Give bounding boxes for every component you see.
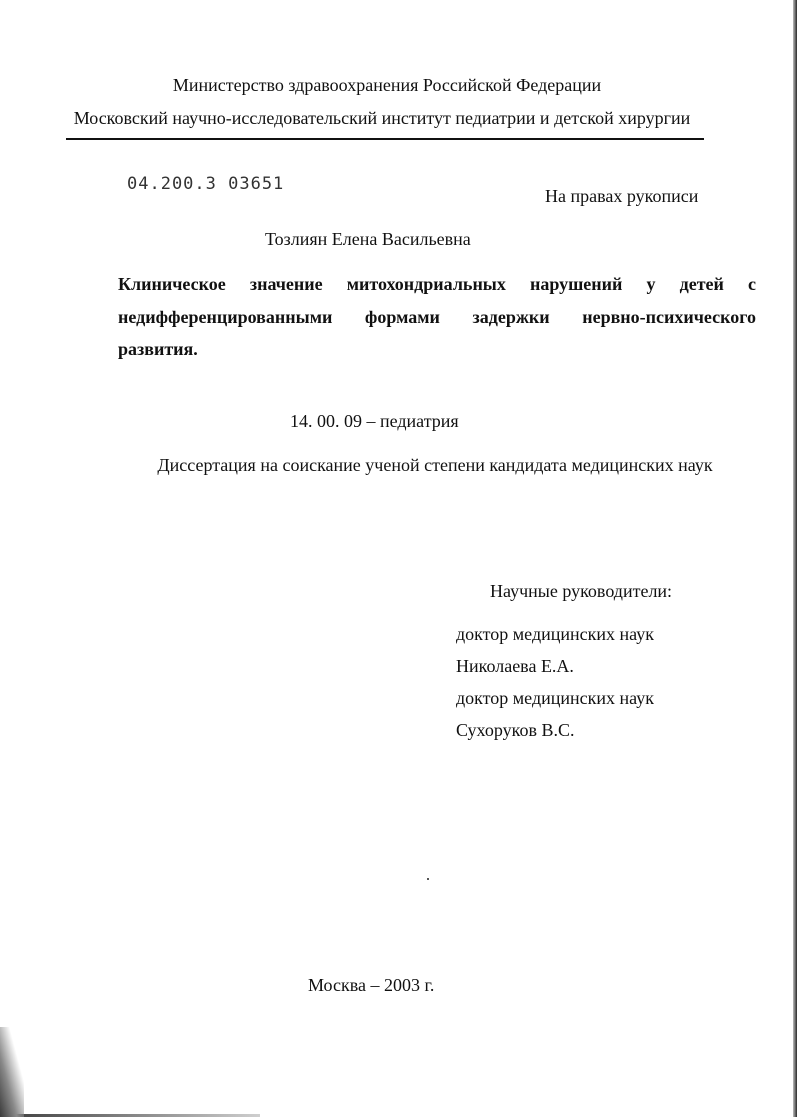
title-word: значение: [249, 274, 323, 294]
title-word: митохондриальных: [346, 274, 506, 294]
rights-note: На правах рукописи: [545, 186, 699, 206]
advisors-label: Научные руководители:: [490, 581, 673, 601]
author-name: Тозлиян Елена Васильевна: [265, 229, 471, 249]
institute-heading: Московский научно-исследовательский институт педиатрии и детской хирургии: [73, 108, 691, 128]
dissertation-statement: Диссертация на соискание ученой степени кандидата медицинских наук: [157, 455, 713, 475]
scan-edge-right: [793, 0, 797, 1117]
advisor-degree: доктор медицинских наук: [456, 688, 654, 708]
title-word: детей: [679, 274, 724, 294]
place-and-year: Москва – 2003 г.: [308, 975, 435, 995]
advisor-name: Сухоруков В.С.: [456, 720, 575, 740]
header-divider: [66, 138, 704, 140]
title-word: с: [748, 274, 756, 294]
title-line-3: развития.: [118, 339, 198, 359]
scan-speck: [427, 878, 429, 880]
advisor-degree: доктор медицинских наук: [456, 624, 654, 644]
title-line-1: [118, 268, 756, 301]
ministry-heading: Министерство здравоохранения Российской Федерации: [172, 75, 602, 95]
title-word: нервно-психического: [582, 306, 756, 327]
dissertation-title: [118, 268, 756, 366]
title-word: Клиническое: [118, 274, 226, 294]
title-word: недифференцированными: [118, 306, 333, 327]
registration-stamp: 04.200.3 03651: [127, 174, 285, 194]
scan-corner-shadow: [0, 1027, 24, 1117]
title-word: у: [646, 274, 656, 294]
title-line-2: [118, 301, 756, 334]
specialty-code: 14. 00. 09 – педиатрия: [290, 411, 459, 431]
title-word: нарушений: [529, 274, 623, 294]
advisor-name: Николаева Е.А.: [456, 656, 574, 676]
title-word: формами: [364, 306, 440, 327]
title-word: задержки: [472, 306, 550, 327]
